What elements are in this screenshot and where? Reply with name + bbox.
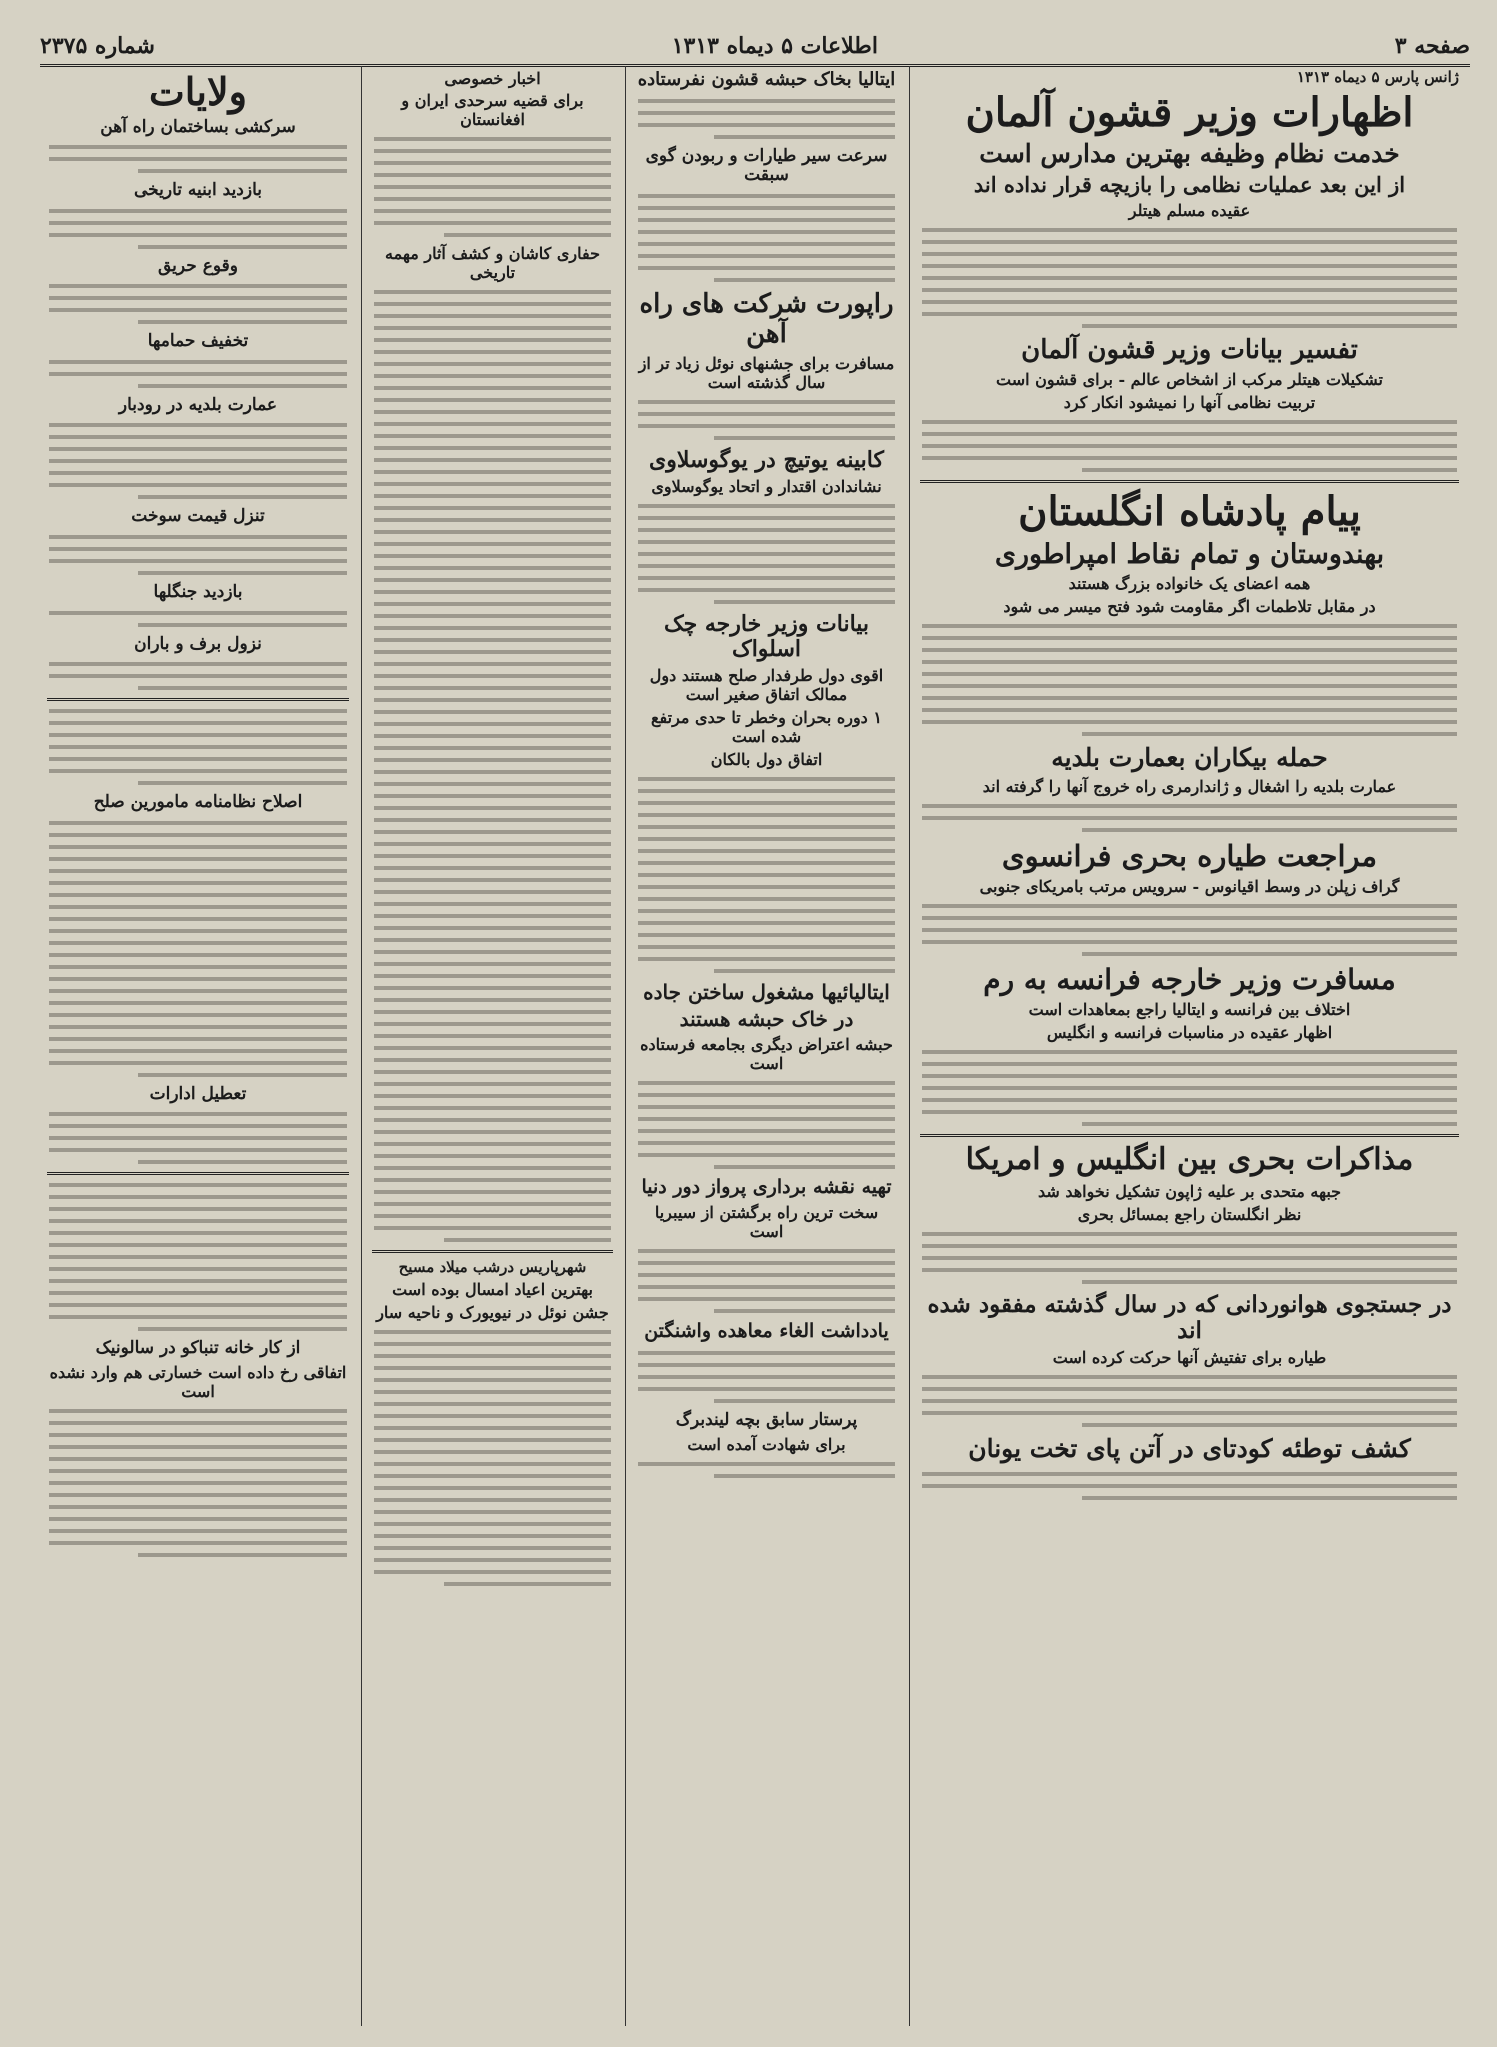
subheadline: سخت ترین راه برگشتن از سیبریا است <box>654 1203 879 1242</box>
subheadline: اختلاف بین فرانسه و ایتالیا راجع بمعاهدات است <box>1028 1000 1351 1020</box>
headline-world-flight: تهیه نقشه برداری پرواز دور دنیا <box>641 1176 892 1199</box>
issue-number: شماره ۲۳۷۵ <box>40 33 155 59</box>
headline-french-seaplane: مراجعت طیاره بحری فرانسوی <box>1001 838 1378 873</box>
headline-bathhouses: تخفیف حمامها <box>147 331 249 352</box>
subheadline: نشاندادن اقتدار و اتحاد یوگوسلاوی <box>651 476 882 496</box>
headline-peace-officers: اصلاح نظامنامه مامورین صلح <box>93 792 303 813</box>
headline-french-minister-rome: مسافرت وزیر خارجه فرانسه به رم <box>983 962 1396 996</box>
subheadline: اتفاق دول بالکان <box>710 750 823 770</box>
article-body <box>636 1462 897 1478</box>
divider <box>920 1134 1459 1137</box>
subheadline: جبهه متحدی بر علیه ژاپون تشکیل نخواهد شد <box>1037 1181 1342 1201</box>
headline-missing-aviators: در جستجوی هوانوردانی که در سال گذشته مفقود شده اند <box>927 1290 1452 1345</box>
article-body <box>47 1112 349 1164</box>
headline-kashan-excavation: حفاری کاشان و کشف آثار مهمه تاریخی <box>385 244 600 282</box>
issue-date: اطلاعات ۵ دیماه ۱۳۱۳ <box>671 33 878 59</box>
article-body <box>47 821 349 1077</box>
article-body <box>636 1351 897 1403</box>
article-body <box>636 504 897 604</box>
headline-salonica-tobacco: از کار خانه تنباکو در سالونیک <box>95 1338 301 1359</box>
article-body <box>47 284 349 324</box>
divider <box>372 1250 613 1253</box>
article-body <box>372 137 613 237</box>
dateline: ژانس پارس ۵ دیماه ۱۳۱۳ <box>1296 68 1459 86</box>
article-body <box>920 804 1459 832</box>
subheadline: در خاک حبشه هستند <box>679 1007 854 1032</box>
headline-italy-abyssinia: ایتالیا بخاک حبشه قشون نفرستاده <box>637 69 896 90</box>
headline-office-closure: تعطیل ادارات <box>149 1083 247 1104</box>
article-body <box>47 662 349 690</box>
article-body <box>636 194 897 282</box>
headline-fire: وقوع حریق <box>158 255 238 276</box>
headline-naval-talks: مذاکرات بحری بین انگلیس و امریکا <box>965 1142 1414 1178</box>
article-body <box>920 1472 1459 1500</box>
headline-border-iran-afghanistan: برای قضیه سرحدی ایران و افغانستان <box>401 91 584 129</box>
subheadline: تربیت نظامی آنها را نمیشود انکار کرد <box>1063 392 1316 412</box>
subheadline: مسافرت برای جشنهای نوئل زیاد تر از سال گذشته است <box>638 353 895 392</box>
headline-czech-minister: بیانات وزیر خارجه چک اسلواک <box>663 610 870 663</box>
subheadline: از این بعد عملیات نظامی را بازیچه قرار نداده اند <box>973 171 1406 197</box>
article-body <box>636 1249 897 1313</box>
article-body <box>920 904 1459 956</box>
headline-railway-inspection: سرکشی بساختمان راه آهن <box>100 116 296 137</box>
article-body <box>920 228 1459 328</box>
headline-german-minister: اظهارات وزیر قشون آلمان <box>965 89 1414 136</box>
article-body <box>920 624 1459 736</box>
subheadline: جشن نوئل در نیویورک و ناحیه سار <box>376 1303 609 1323</box>
article-body <box>920 1232 1459 1284</box>
article-body <box>636 777 897 973</box>
subheadline: تشکیلات هیتلر مرکب از اشخاص عالم - برای قشون است <box>996 369 1383 389</box>
subheadline: همه اعضای یک خانواده بزرگ هستند <box>1068 573 1311 593</box>
headline-commentary: تفسیر بیانات وزیر قشون آلمان <box>1021 334 1358 365</box>
headline-fuel-price: تنزل قیمت سوخت <box>131 506 265 527</box>
article-body <box>47 611 349 627</box>
headline-aircraft-speed: سرعت سیر طیارات و ربودن گوی سبقت <box>645 145 888 186</box>
divider <box>47 1172 349 1175</box>
article-body <box>636 1081 897 1169</box>
article-body <box>372 1330 613 1586</box>
headline-washington-treaty: یادداشت الغاء معاهده واشنگتن <box>644 1320 889 1343</box>
headline-forests: بازدید جنگلها <box>153 581 243 602</box>
article-body <box>920 1050 1459 1126</box>
column-international <box>909 66 1469 2026</box>
headline-yugoslavia-cabinet: کابینه یوتیچ در یوگوسلاوی <box>649 446 884 473</box>
headline-rudbar-building: عمارت بلدیه در رودبار <box>118 394 278 415</box>
headline-unemployed-attack: حمله بیکاران بعمارت بلدیه <box>1051 742 1328 772</box>
subheadline: اتفاقی رخ داده است خسارتی هم وارد نشده است <box>49 1362 347 1401</box>
headline-paris-christmas: شهرپاریس درشب میلاد مسیح <box>398 1257 587 1276</box>
headline-railway-report: راپورت شرکت های راه آهن <box>639 288 894 349</box>
subheadline: بهندوستان و تمام نقاط امپراطوری <box>994 538 1385 570</box>
article-body <box>920 1375 1459 1427</box>
article-body <box>47 209 349 249</box>
page-number: صفحه ۳ <box>1394 33 1470 59</box>
page-header <box>40 28 1470 67</box>
section-provinces: ولایات <box>149 69 247 114</box>
subheadline: ۱ دوره بحران وخطر تا حدی مرتفع شده است <box>651 708 882 747</box>
subheadline: گراف زپلن در وسط اقیانوس - سرویس مرتب بامریکای جنوبی <box>979 876 1400 896</box>
divider <box>920 480 1459 483</box>
headline-king-message: پیام پادشاه انگلستان <box>1018 487 1361 535</box>
section-private-news: اخبار خصوصی <box>444 69 541 88</box>
subheadline: اظهار عقیده در مناسبات فرانسه و انگلیس <box>1046 1023 1333 1043</box>
subheadline: برای شهادت آمده است <box>687 1434 846 1454</box>
article-body <box>47 535 349 575</box>
article-body <box>47 1409 349 1557</box>
subheadline: عقیده مسلم هیتلر <box>1128 200 1251 220</box>
article-body <box>372 290 613 1242</box>
subheadline: اقوی دول طرفدار صلح هستند دول ممالک اتفاق صغیر است <box>649 666 884 705</box>
article-body <box>47 145 349 173</box>
headline-athens-coup: کشف توطئه کودتای در آتن پای تخت یونان <box>968 1434 1411 1464</box>
article-body <box>920 420 1459 472</box>
headline-historic-buildings: بازدید ابنیه تاریخی <box>133 180 262 201</box>
subheadline: خدمت نظام وظیفه بهترین مدارس است <box>979 139 1400 168</box>
headline-italians-road: ایتالیائیها مشغول ساختن جاده <box>643 980 890 1005</box>
divider <box>47 698 349 701</box>
subheadline: نظر انگلستان راجع بمسائل بحری <box>1077 1204 1302 1224</box>
article-body <box>47 709 349 785</box>
subheadline: عمارت بلدیه را اشغال و ژاندارمری راه خروج آنها را گرفته اند <box>982 776 1397 796</box>
article-body <box>47 1183 349 1331</box>
headline-lindbergh-nurse: پرستار سابق بچه لیندبرگ <box>675 1410 858 1431</box>
headline-snow-rain: نزول برف و باران <box>134 633 262 654</box>
column-foreign-news <box>625 66 907 2026</box>
column-provinces <box>37 66 359 2026</box>
article-body <box>636 400 897 440</box>
article-body <box>636 99 897 139</box>
subheadline: در مقابل تلاطمات اگر مقاومت شود فتح میسر می شود <box>1003 596 1376 616</box>
article-body <box>47 423 349 499</box>
subheadline: حبشه اعتراض دیگری بجامعه فرستاده است <box>640 1035 893 1074</box>
subheadline: بهترین اعیاد امسال بوده است <box>392 1280 593 1300</box>
subheadline: طیاره برای تفتیش آنها حرکت کرده است <box>1052 1348 1327 1368</box>
article-body <box>47 360 349 388</box>
column-private-news <box>361 66 623 2026</box>
